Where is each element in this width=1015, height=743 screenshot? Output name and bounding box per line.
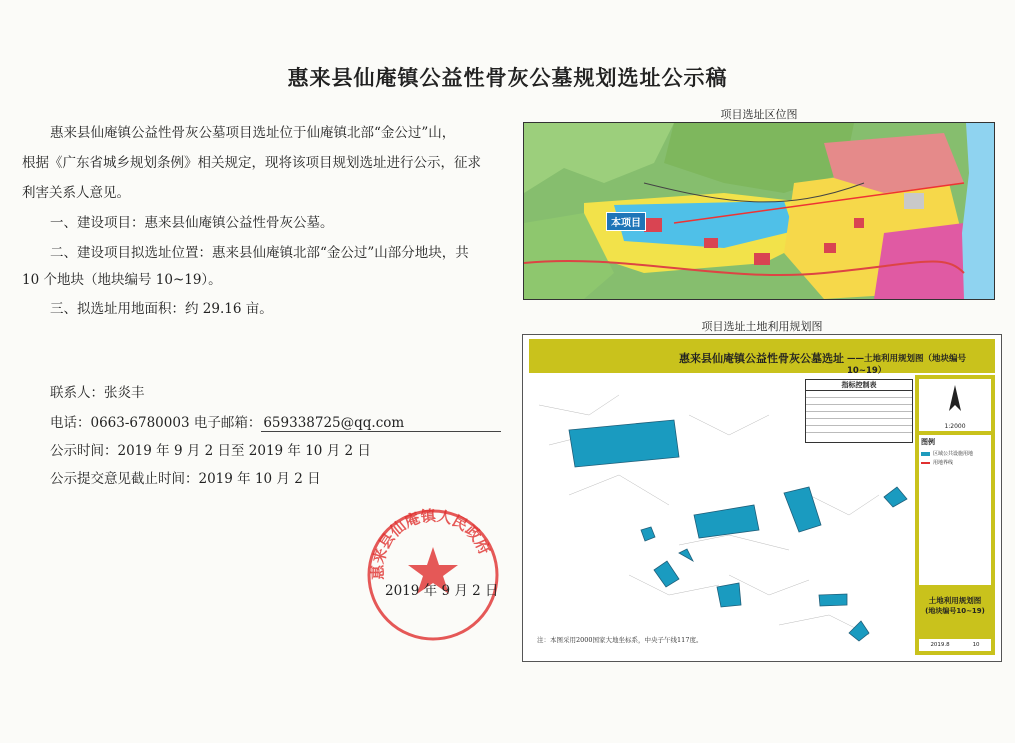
landuse-plan-map bbox=[522, 334, 1002, 662]
bottom-subtitle: (地块编号10~19) bbox=[925, 607, 985, 615]
north-arrow-panel bbox=[919, 379, 991, 431]
index-table-title: 指标控制表 bbox=[806, 380, 912, 391]
signature-date: 2019 年 9 月 2 日 bbox=[385, 583, 499, 599]
legend-item-boundary bbox=[919, 458, 991, 467]
publicity-period: 公示时间：2019 年 9 月 2 日至 2019 年 10 月 2 日 bbox=[50, 443, 371, 459]
landuse-map-caption: 项目选址土地利用规划图 bbox=[701, 320, 823, 333]
official-seal bbox=[363, 505, 503, 645]
legend-title: 图例 bbox=[921, 438, 935, 446]
contact-phone-line bbox=[50, 411, 501, 432]
project-location-label: 本项目 bbox=[606, 212, 646, 231]
map-note: 注：本图采用2000国家大地坐标系，中央子午线117度。 bbox=[537, 636, 703, 644]
legend-item-facility bbox=[919, 449, 991, 458]
paragraph-item-1: 一、建设项目：惠来县仙庵镇公益性骨灰公墓。 bbox=[50, 215, 334, 231]
paragraph-intro-1: 惠来县仙庵镇公益性骨灰公墓项目选址位于仙庵镇北部“金公过”山， bbox=[50, 125, 456, 141]
date-panel bbox=[919, 639, 991, 651]
contact-phone: 电话：0663-6780003 电子邮箱： bbox=[50, 415, 262, 431]
landuse-header bbox=[529, 339, 995, 376]
landuse-header-subtitle: ——土地利用规划图（地块编号10~19） bbox=[847, 354, 967, 376]
paragraph-item-3: 三、拟选址用地面积：约 29.16 亩。 bbox=[50, 301, 273, 317]
bottom-title: 土地利用规划图 bbox=[928, 596, 982, 605]
contact-person: 联系人：张炎丰 bbox=[50, 385, 145, 401]
sheet-number: 10 bbox=[972, 642, 980, 648]
seal-text: 惠来县仙庵镇人民政府 bbox=[368, 506, 494, 581]
landuse-side-panel bbox=[915, 375, 995, 655]
location-map-graphic bbox=[524, 123, 994, 299]
drawing-date: 2019.8 bbox=[930, 642, 950, 648]
north-arrow-icon bbox=[919, 379, 991, 419]
contact-email: 659338725@qq.com bbox=[261, 415, 501, 432]
legend-swatch-boundary bbox=[921, 462, 930, 464]
paragraph-item-2a: 二、建设项目拟选址位置：惠来县仙庵镇北部“金公过”山部分地块，共 bbox=[50, 245, 469, 261]
location-map bbox=[523, 122, 995, 300]
bottom-title-panel bbox=[919, 589, 991, 635]
location-map-caption: 项目选址区位图 bbox=[720, 108, 798, 121]
page-title: 惠来县仙庵镇公益性骨灰公墓规划选址公示稿 bbox=[287, 66, 728, 90]
paragraph-item-2b: 10 个地块（地块编号 10~19）。 bbox=[22, 272, 222, 288]
map-scale: 1:2000 bbox=[944, 423, 966, 430]
landuse-header-title: 惠来县仙庵镇公益性骨灰公墓选址 bbox=[679, 352, 844, 365]
legend-panel bbox=[919, 435, 991, 585]
paragraph-intro-3: 利害关系人意见。 bbox=[22, 185, 130, 201]
legend-label-boundary: 用地界线 bbox=[933, 460, 954, 466]
legend-label-facility: 区域公共设施用地 bbox=[933, 451, 974, 457]
paragraph-intro-2: 根据《广东省城乡规划条例》相关规定，现将该项目规划选址进行公示，征求 bbox=[22, 155, 481, 171]
index-control-table bbox=[805, 379, 913, 443]
submission-deadline: 公示提交意见截止时间：2019 年 10 月 2 日 bbox=[50, 471, 321, 487]
legend-swatch-facility bbox=[921, 452, 930, 456]
